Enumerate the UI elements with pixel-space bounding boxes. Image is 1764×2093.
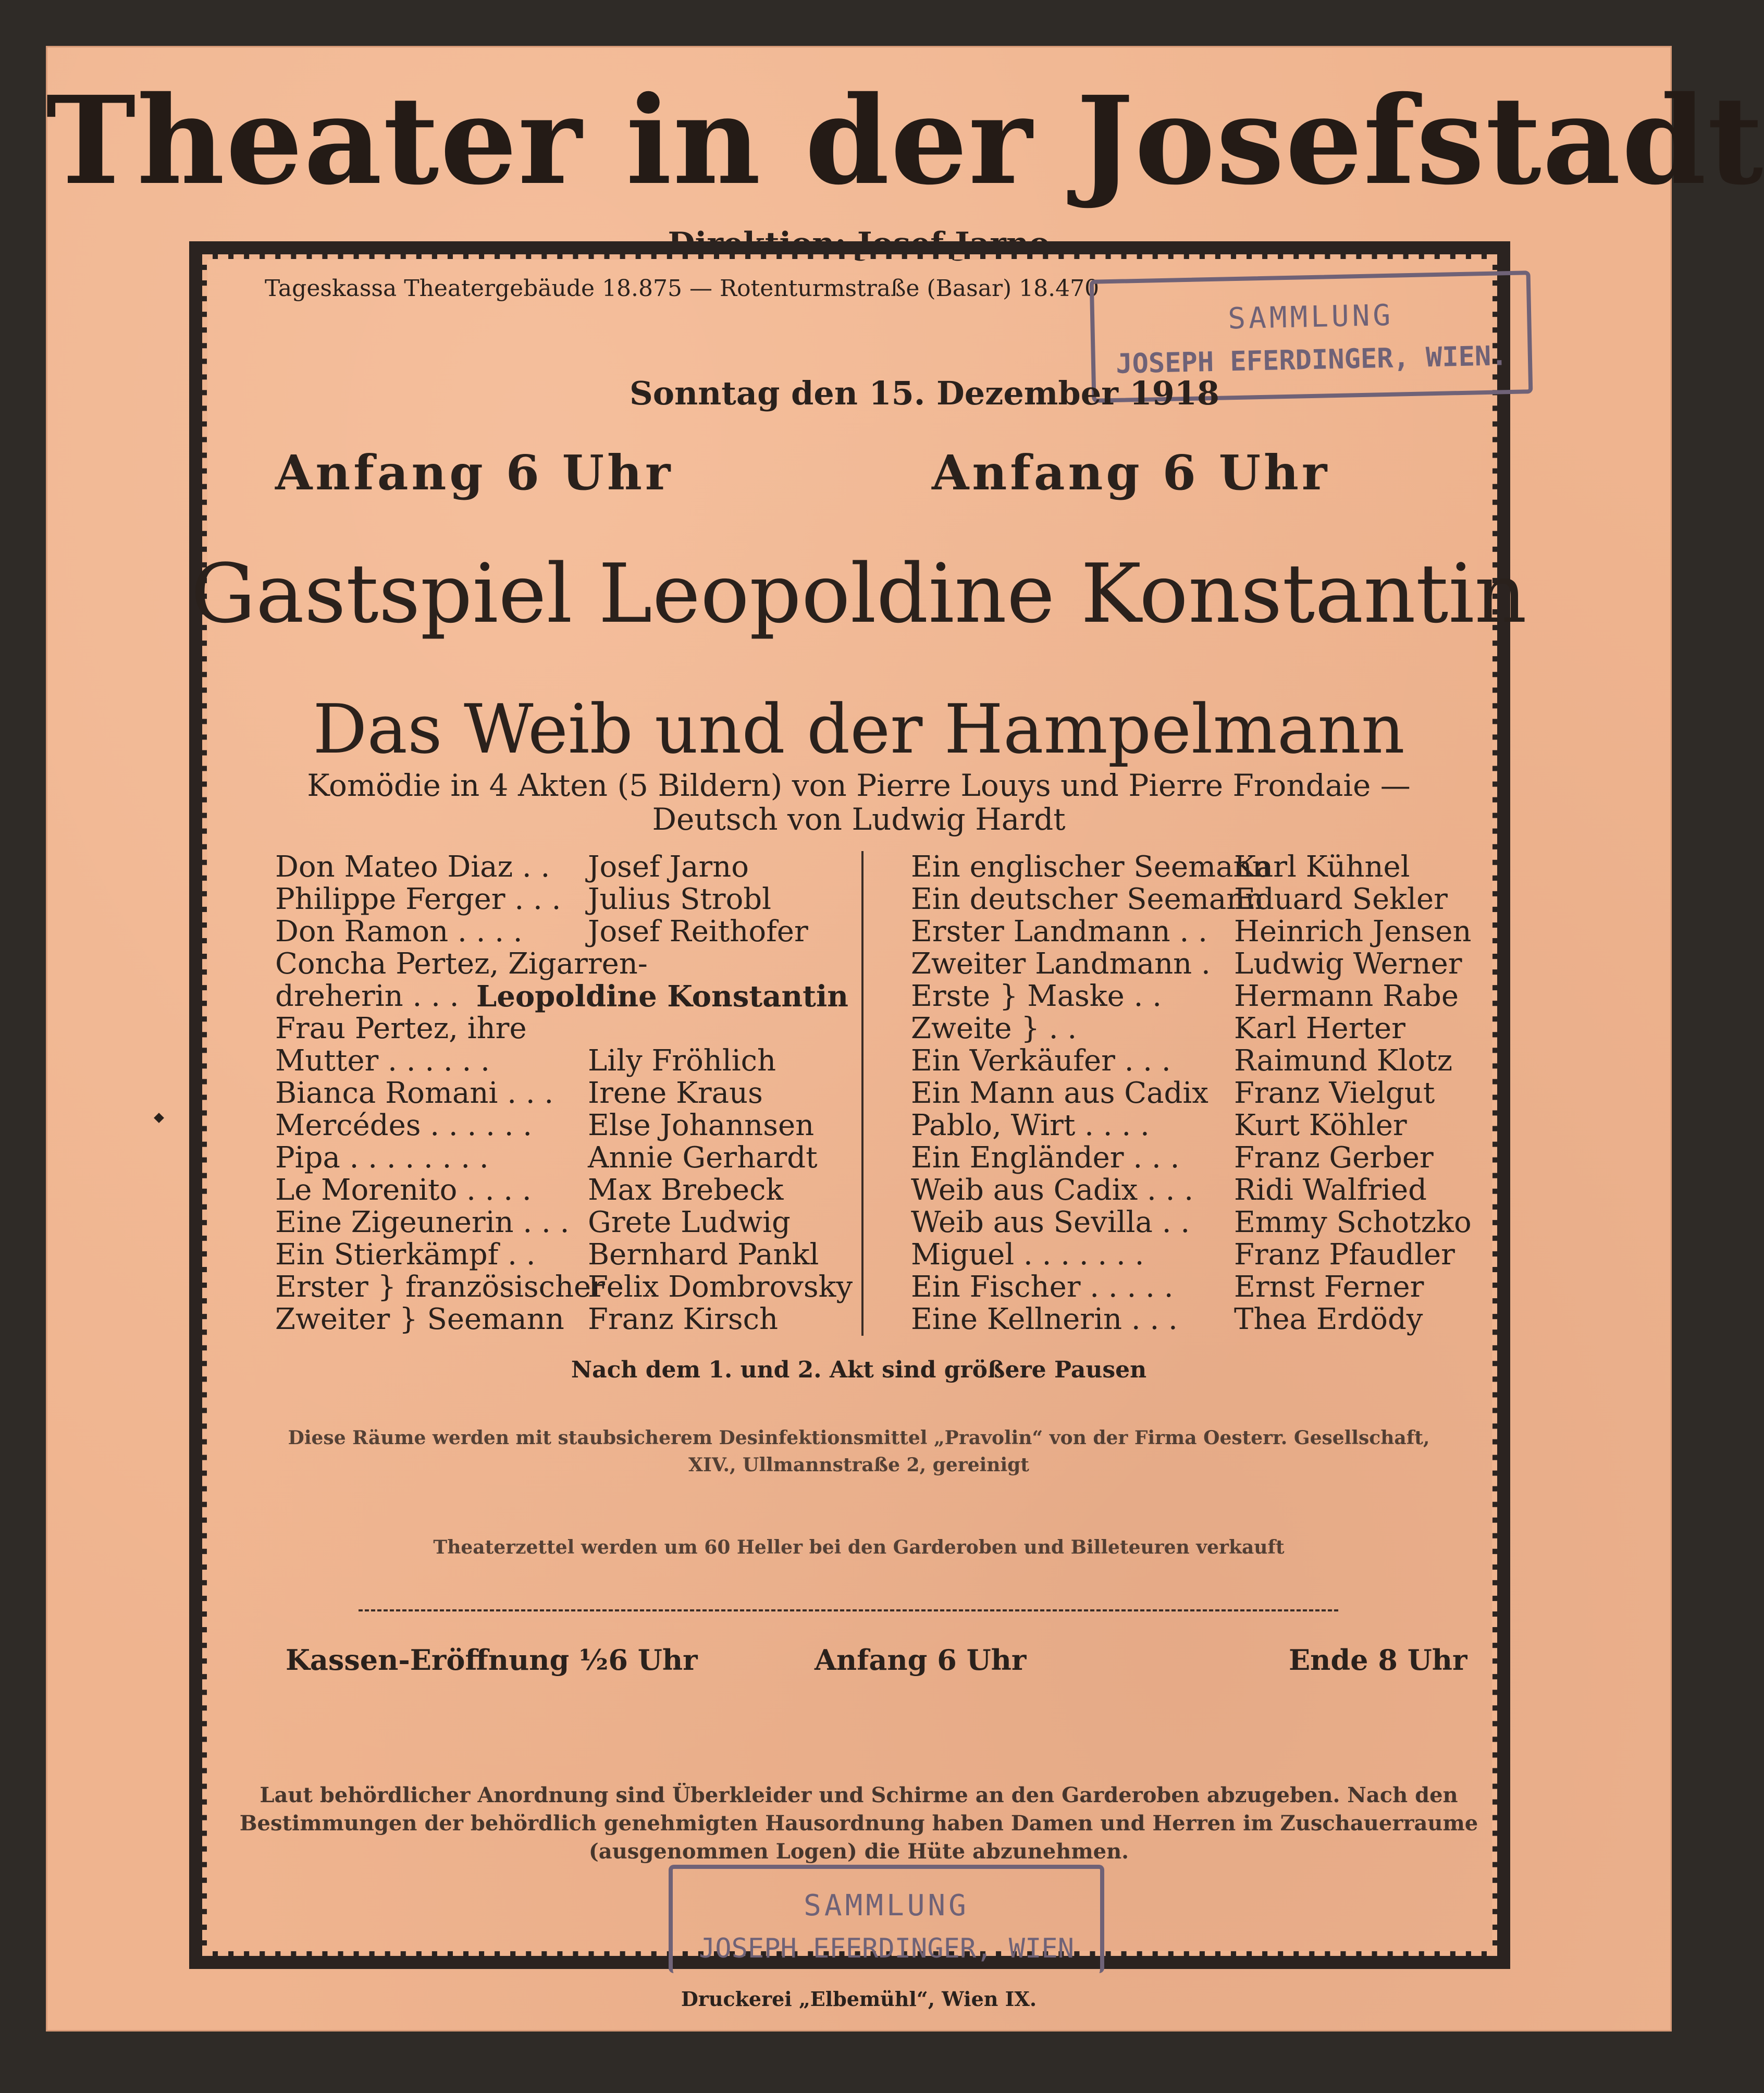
printer-imprint: Druckerei „Elbemühl“, Wien IX. <box>681 1987 1037 2011</box>
cast-role: Philippe Ferger . . . <box>275 882 561 916</box>
cast-actor: Else Johannsen <box>588 1109 815 1142</box>
collection-stamp-bottom <box>669 1865 1104 1973</box>
cast-row <box>275 1013 848 1045</box>
cast-role: Ein Fischer . . . . . <box>911 1270 1174 1304</box>
cast-row <box>911 1142 1489 1174</box>
cast-actor: Franz Kirsch <box>588 1302 779 1336</box>
stamp-line-2: JOSEPH EFERDINGER, WIEN. <box>1115 340 1508 380</box>
cast-row <box>911 1174 1489 1206</box>
cast-row <box>911 1013 1489 1045</box>
cast-actor: Grete Ludwig <box>588 1205 791 1239</box>
cast-list-left <box>275 850 853 1336</box>
cast-role: Concha Pertez, Zigarren- <box>275 947 648 981</box>
theater-title: Theater in der Josefstadt <box>46 69 1764 212</box>
wardrobe-line-2: Bestimmungen der behördlich genehmigten Hausordnung haben Damen und Herren im Zuschauerraume <box>239 1811 1478 1836</box>
boxoffice-phones: Tageskassa Theatergebäude 18.875 — Rotenturmstraße (Basar) 18.470 <box>265 275 1100 302</box>
cast-actor: Kurt Köhler <box>1234 1109 1407 1142</box>
cast-actor: Bernhard Pankl <box>588 1238 819 1272</box>
cast-row <box>911 851 1489 883</box>
cast-actor: Raimund Klotz <box>1234 1044 1453 1078</box>
cast-role: Ein deutscher Seemann <box>911 882 1264 916</box>
playbill-paper <box>46 46 1764 2032</box>
footer-end-time: Ende 8 Uhr <box>1289 1643 1467 1677</box>
cast-role: Frau Pertez, ihre <box>275 1012 527 1045</box>
cast-actor: Franz Gerber <box>1234 1141 1434 1175</box>
cast-actor: Heinrich Jensen <box>1234 915 1472 949</box>
stamp-line-1: SAMMLUNG <box>1227 298 1394 336</box>
cast-row <box>275 948 848 980</box>
cast-actor: Karl Herter <box>1234 1012 1405 1045</box>
cast-role: Ein englischer Seemann <box>911 850 1271 884</box>
cast-role: Don Mateo Diaz . . <box>275 850 550 884</box>
cast-row <box>275 916 848 948</box>
cast-row <box>911 916 1489 948</box>
cast-role: Weib aus Cadix . . . <box>911 1173 1194 1207</box>
cleaning-notice <box>46 1424 1672 1479</box>
cast-actor: Josef Jarno <box>588 850 749 884</box>
cast-role: Ein Engländer . . . <box>911 1141 1180 1175</box>
cast-role: Ein Mann aus Cadix <box>911 1076 1208 1110</box>
cast-actor: Annie Gerhardt <box>588 1141 818 1175</box>
cast-actor: Julius Strobl <box>588 882 772 916</box>
footer-start-time: Anfang 6 Uhr <box>815 1643 1027 1677</box>
cast-row <box>275 883 848 916</box>
cast-actor: Franz Pfaudler <box>1234 1238 1455 1272</box>
start-time-left: Anfang 6 Uhr <box>275 445 674 501</box>
direction-line: Direktion: Josef Jarno <box>668 226 1050 262</box>
cast-row <box>275 1270 853 1304</box>
cast-role: Erste } Maske . . <box>911 979 1162 1013</box>
cast-actor: Karl Kühnel <box>1234 850 1410 884</box>
cast-row <box>275 1174 848 1206</box>
cast-row <box>275 980 848 1013</box>
cast-actor: Emmy Schotzko <box>1234 1205 1472 1239</box>
performance-date: Sonntag den 15. Dezember 1918 <box>630 374 1220 412</box>
edge-mark <box>154 1113 164 1123</box>
cast-actor: Felix Dombrovsky <box>588 1270 853 1304</box>
stamp-bottom-line-1: SAMMLUNG <box>804 1889 969 1923</box>
cast-role: Miguel . . . . . . . <box>911 1238 1144 1272</box>
cast-row <box>911 1303 1489 1336</box>
cast-row <box>911 948 1489 980</box>
cast-role: Zweiter } Seemann <box>275 1302 564 1336</box>
cast-row <box>275 851 848 883</box>
cast-row <box>911 1206 1489 1239</box>
cast-row <box>275 1045 848 1077</box>
cast-row <box>911 1110 1489 1142</box>
cast-actor: Lily Fröhlich <box>588 1044 776 1078</box>
wardrobe-line-3: (ausgenommen Logen) die Hüte abzunehmen. <box>588 1839 1129 1864</box>
cast-row <box>911 1271 1489 1303</box>
cast-role: Bianca Romani . . . <box>275 1076 554 1110</box>
play-subtitle: Komödie in 4 Akten (5 Bildern) von Pierre Louys und Pierre Frondaie — <box>307 768 1411 803</box>
cast-role: Erster } französischer <box>275 1270 605 1304</box>
cast-actor: Eduard Sekler <box>1234 882 1448 916</box>
cast-actor: Irene Kraus <box>588 1076 763 1110</box>
cast-row <box>275 1142 848 1174</box>
stamp-bottom-line-2: JOSEPH EFERDINGER, WIEN <box>698 1933 1075 1964</box>
cast-role: Erster Landmann . . <box>911 915 1207 949</box>
cast-row <box>911 1077 1489 1110</box>
start-time-right: Anfang 6 Uhr <box>932 445 1330 501</box>
cast-divider <box>861 851 864 1336</box>
wardrobe-line-1: Laut behördlicher Anordnung sind Überkleider und Schirme an den Garderoben abzugeben. Nach den <box>260 1783 1458 1807</box>
cast-row <box>275 1303 848 1336</box>
cast-actor <box>588 1013 848 1045</box>
cast-list-right <box>911 851 1489 1336</box>
cast-role: dreherin . . . <box>275 979 459 1013</box>
cast-actor: Hermann Rabe <box>1234 979 1459 1013</box>
cast-role: Zweiter Landmann . <box>911 947 1211 981</box>
cast-role: Weib aus Sevilla . . <box>911 1205 1190 1239</box>
cast-row <box>275 1110 848 1142</box>
program-price-notice: Theaterzettel werden um 60 Heller bei den Garderoben und Billeteuren verkauft <box>433 1536 1285 1558</box>
cast-role: Ein Verkäufer . . . <box>911 1044 1171 1078</box>
cast-actor <box>588 948 848 980</box>
cleaning-notice-line-2: XIV., Ullmannstraße 2, gereinigt <box>688 1454 1029 1476</box>
cast-role: Don Ramon . . . . <box>275 915 523 949</box>
cast-actor: Ludwig Werner <box>1234 947 1462 981</box>
cast-actor: Ernst Ferner <box>1234 1270 1424 1304</box>
cast-row <box>275 1206 848 1239</box>
cleaning-notice-line-1: Diese Räume werden mit staubsicherem Desinfektionsmittel „Pravolin“ von der Firma Oesterr. Gesellschaft, <box>288 1427 1430 1449</box>
cast-role: Le Morenito . . . . <box>275 1173 532 1207</box>
cast-role: Pablo, Wirt . . . . <box>911 1109 1150 1142</box>
guest-performance: Gastspiel Leopoldine Konstantin <box>191 546 1527 641</box>
cast-actor: Thea Erdödy <box>1234 1302 1423 1336</box>
play-title: Das Weib und der Hampelmann <box>313 690 1405 769</box>
cast-role: Pipa . . . . . . . . <box>275 1141 489 1175</box>
wardrobe-notice <box>46 1781 1672 1866</box>
cast-role: Mercédes . . . . . . <box>275 1109 533 1142</box>
play-translator: Deutsch von Ludwig Hardt <box>652 802 1066 837</box>
cast-actor: Franz Vielgut <box>1234 1076 1435 1110</box>
cast-actor: Josef Reithofer <box>588 915 808 949</box>
cast-actor: Max Brebeck <box>588 1173 784 1207</box>
intermission-note: Nach dem 1. und 2. Akt sind größere Pausen <box>571 1357 1147 1383</box>
cast-role: Mutter . . . . . . <box>275 1044 490 1078</box>
cast-row <box>911 883 1489 916</box>
dashed-separator <box>359 1609 1338 1611</box>
cast-row <box>911 980 1489 1013</box>
cast-row <box>911 1239 1489 1271</box>
cast-role: Eine Kellnerin . . . <box>911 1302 1178 1336</box>
cast-role: Eine Zigeunerin . . . <box>275 1205 570 1239</box>
cast-actor: Ridi Walfried <box>1234 1173 1427 1207</box>
box-office-opening: Kassen-Eröffnung ½6 Uhr <box>286 1643 698 1677</box>
cast-row <box>275 1239 848 1271</box>
cast-row <box>911 1045 1489 1077</box>
cast-role: Zweite } . . <box>911 1012 1077 1045</box>
cast-actor: Leopoldine Konstantin <box>476 979 848 1014</box>
cast-role: Ein Stierkämpf . . <box>275 1238 536 1272</box>
cast-row <box>275 1077 848 1110</box>
